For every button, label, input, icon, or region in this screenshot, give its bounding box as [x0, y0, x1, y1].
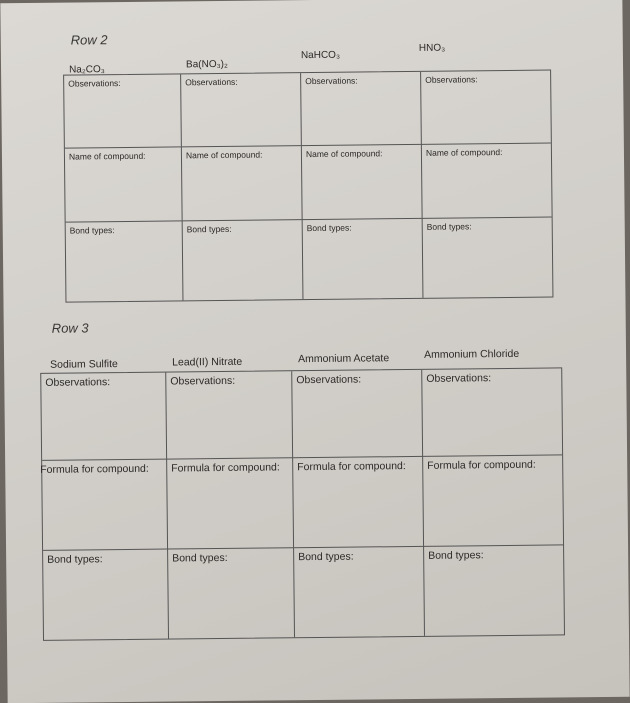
row2-obs-cell-3[interactable]: [300, 72, 421, 145]
observations-label: Observations:: [185, 76, 238, 88]
row3-compound-2: Lead(II) Nitrate: [172, 355, 243, 369]
bond-types-label: Bond types:: [306, 222, 352, 234]
observations-label: Observations:: [425, 74, 478, 85]
row2-name-cell-4[interactable]: [421, 143, 552, 218]
bond-types-label: Bond types:: [172, 551, 228, 565]
row3-obs-cell-2[interactable]: [165, 371, 292, 458]
row2-compound-1: Na₂CO₃: [68, 64, 105, 76]
row2-obs-cell-4[interactable]: [420, 71, 551, 144]
row2-compound-3: NaHCO₃: [300, 49, 341, 62]
formula-label: Formula for compound:: [40, 462, 149, 476]
name-of-compound-label: Name of compound:: [185, 149, 263, 161]
row2-obs-cell-2[interactable]: [180, 73, 301, 146]
row-3-label: Row 3: [51, 320, 89, 336]
observations-label: Observations:: [296, 373, 362, 387]
row3-bond-cell-4[interactable]: [423, 544, 564, 635]
observations-label: Observations:: [426, 372, 492, 385]
row3-formula-cell-2[interactable]: [166, 457, 293, 548]
row2-compound-2: Ba(NO₃)₂: [185, 58, 228, 71]
row3-obs-cell-4[interactable]: [421, 368, 562, 455]
formula-label: Formula for compound:: [297, 460, 406, 474]
bond-types-label: Bond types:: [69, 225, 115, 236]
bond-types-label: Bond types:: [428, 549, 484, 562]
row2-obs-cell-1[interactable]: [64, 74, 181, 147]
row-2-table: [63, 70, 553, 303]
bond-types-label: Bond types:: [298, 550, 354, 564]
row2-bond-cell-4[interactable]: [422, 217, 553, 298]
row3-obs-cell-1[interactable]: [41, 373, 166, 460]
row2-bond-cell-2[interactable]: [182, 219, 303, 300]
bond-types-label: Bond types:: [186, 223, 232, 235]
row2-compound-4: HNO₃: [418, 42, 446, 54]
bond-types-label: Bond types:: [426, 221, 472, 232]
row3-obs-cell-3[interactable]: [291, 370, 422, 457]
row3-formula-cell-1[interactable]: [42, 459, 167, 550]
formula-label: Formula for compound:: [171, 461, 280, 475]
row3-bond-cell-1[interactable]: [43, 549, 168, 640]
formula-label: Formula for compound:: [427, 458, 536, 472]
row3-compound-1: Sodium Sulfite: [50, 358, 118, 371]
row3-compound-3: Ammonium Acetate: [298, 352, 390, 366]
row2-bond-cell-1[interactable]: [66, 220, 183, 301]
row-2-label: Row 2: [70, 32, 108, 48]
observations-label: Observations:: [68, 78, 121, 89]
row3-formula-cell-3[interactable]: [292, 456, 423, 547]
name-of-compound-label: Name of compound:: [68, 150, 146, 162]
row-3-table: [40, 367, 565, 640]
observations-label: Observations:: [170, 374, 236, 388]
bond-types-label: Bond types:: [47, 553, 103, 566]
row3-bond-cell-2[interactable]: [167, 547, 294, 638]
row2-bond-cell-3[interactable]: [302, 218, 423, 299]
row2-name-cell-3[interactable]: [301, 144, 422, 219]
observations-label: Observations:: [45, 376, 111, 389]
name-of-compound-label: Name of compound:: [305, 148, 383, 160]
observations-label: Observations:: [305, 75, 358, 87]
name-of-compound-label: Name of compound:: [425, 147, 503, 158]
row2-name-cell-2[interactable]: [181, 145, 302, 220]
row3-bond-cell-3[interactable]: [293, 546, 424, 637]
row3-compound-4: Ammonium Chloride: [423, 347, 520, 361]
row2-name-cell-1[interactable]: [65, 146, 182, 221]
row3-formula-cell-4[interactable]: [422, 454, 563, 545]
